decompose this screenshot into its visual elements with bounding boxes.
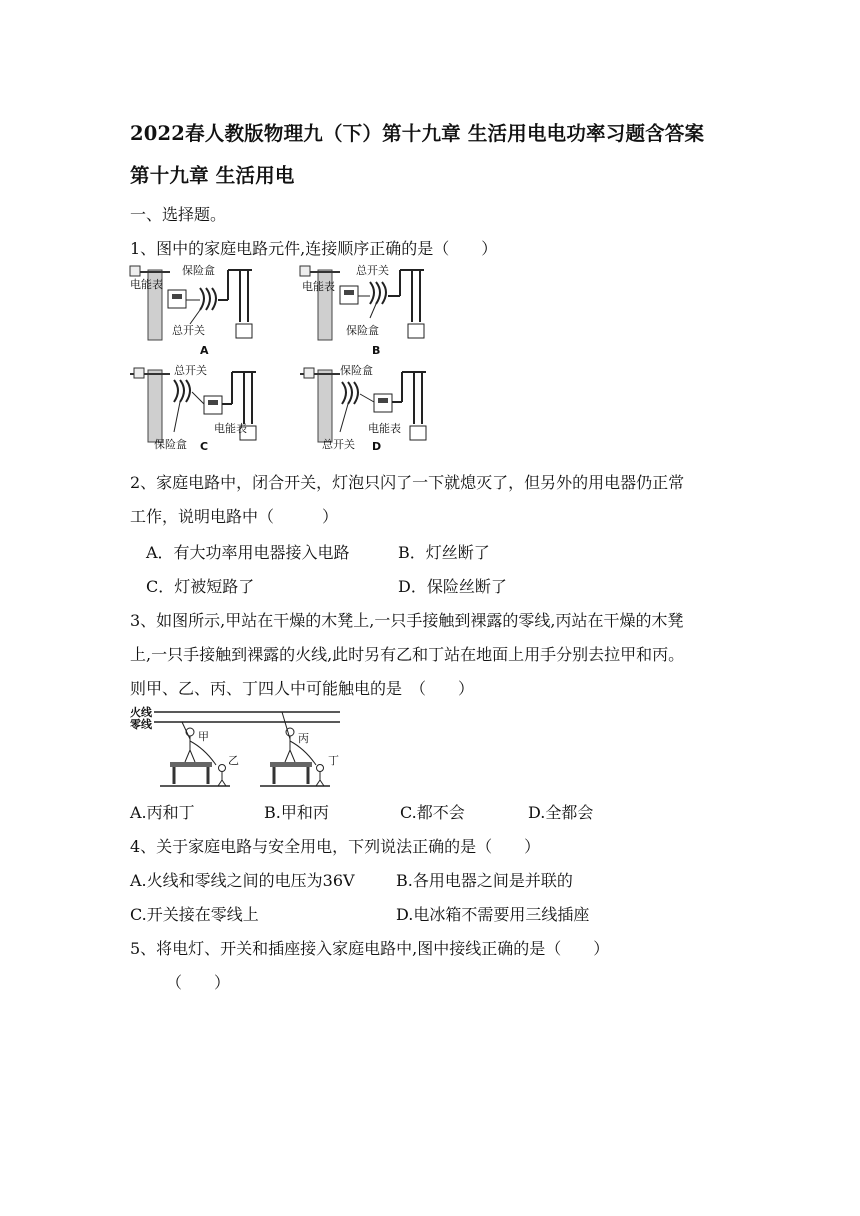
question-3-option-c: C.都不会 (400, 803, 465, 822)
question-4-option-b: B.各用电器之间是并联的 (396, 871, 573, 890)
label-meter: 电能表 (302, 280, 335, 293)
neutral-wire-label: 零线 (130, 718, 152, 731)
label-fuse-box: 保险盒 (154, 438, 187, 451)
person-yi-label: 乙 (228, 754, 239, 767)
diagram-caption-c: C (200, 440, 209, 453)
question-5-answer-blank: （ ） (166, 973, 231, 992)
question-3-option-a: A.丙和丁 (130, 803, 195, 822)
question-3-stem-line-2: 上,一只手接触到裸露的火线,此时另有乙和丁站在地面上用手分别去拉甲和丙。 (130, 645, 685, 664)
question-3-stem-line-3: 则甲、乙、丙、丁四人中可能触电的是 （ ） (130, 679, 475, 698)
label-meter: 电能表 (368, 422, 401, 435)
diagram-caption-b: B (372, 344, 381, 357)
question-2-stem-line-1: 2、家庭电路中，闭合开关，灯泡只闪了一下就熄灭了，但另外的用电器仍正常 (130, 473, 685, 492)
label-meter: 电能表 (214, 422, 247, 435)
question-2-option-b: B．灯丝断了 (398, 543, 490, 562)
person-ding-label: 丁 (328, 754, 339, 767)
section-heading: 一、选择题。 (130, 205, 227, 224)
question-3-stem-line-1: 3、如图所示,甲站在干燥的木凳上,一只手接触到裸露的零线,丙站在干燥的木凳 (130, 611, 684, 630)
diagram-caption-d: D (372, 440, 382, 453)
label-fuse-box: 保险盒 (346, 324, 379, 337)
label-main-switch: 总开关 (174, 364, 207, 377)
electric-shock-figure (130, 704, 345, 790)
diagram-caption-a: A (200, 344, 209, 357)
question-3-option-d: D.全都会 (528, 803, 594, 822)
question-2-option-d: D．保险丝断了 (398, 577, 507, 596)
label-fuse-box: 保险盒 (182, 264, 215, 277)
question-2-option-c: C．灯被短路了 (146, 577, 255, 596)
person-bing-label: 丙 (298, 732, 309, 745)
person-jia-label: 甲 (198, 730, 209, 743)
label-main-switch: 总开关 (172, 324, 205, 337)
question-3-option-b: B.甲和丙 (264, 803, 329, 822)
document-title: 2022春人教版物理九（下）第十九章 生活用电电功率习题含答案 (130, 122, 705, 145)
question-1-stem: 1、图中的家庭电路元件,连接顺序正确的是（ ） (130, 239, 498, 258)
question-2-stem-line-2: 工作，说明电路中（ ） (130, 507, 339, 526)
question-4-option-d: D.电冰箱不需要用三线插座 (396, 905, 590, 924)
live-wire-label: 火线 (130, 706, 152, 719)
chapter-heading: 第十九章 生活用电 (130, 164, 295, 187)
question-4-option-a: A.火线和零线之间的电压为36V (130, 871, 355, 890)
label-main-switch: 总开关 (322, 438, 355, 451)
question-2-option-a: A．有大功率用电器接入电路 (146, 543, 350, 562)
question-4-option-c: C.开关接在零线上 (130, 905, 259, 924)
label-meter: 电能表 (130, 278, 163, 291)
question-4-stem: 4、关于家庭电路与安全用电，下列说法正确的是（ ） (130, 837, 541, 856)
question-5-stem: 5、将电灯、开关和插座接入家庭电路中,图中接线正确的是（ ） (130, 939, 610, 958)
label-fuse-box: 保险盒 (340, 364, 373, 377)
label-main-switch: 总开关 (356, 264, 389, 277)
